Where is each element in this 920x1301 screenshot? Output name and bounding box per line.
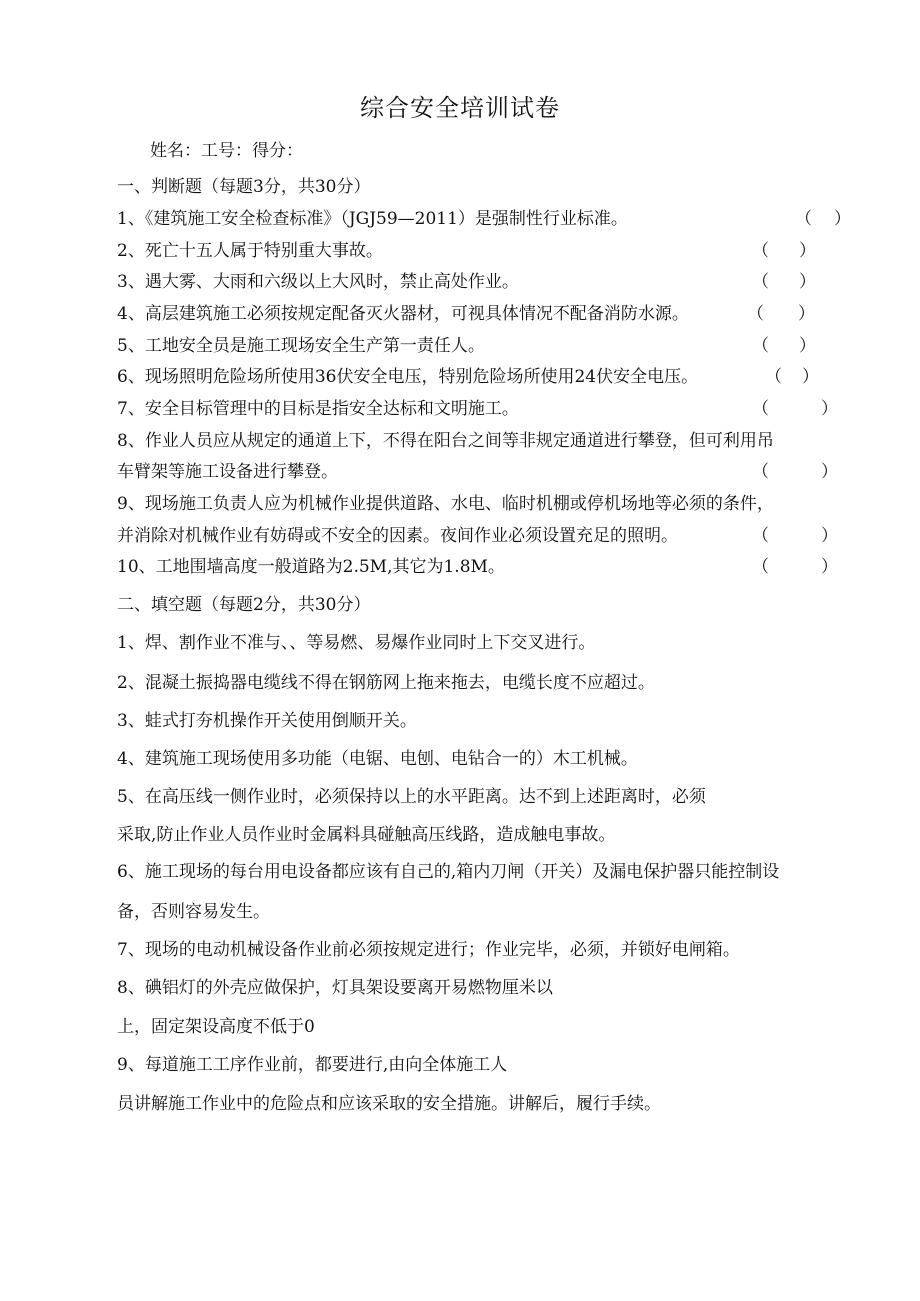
section1-heading: 一、判断题（每题3分，共30分） <box>117 177 371 197</box>
fill-question-9-line2: 员讲解施工作业中的危险点和应该采取的安全措施。讲解后，履行手续。 <box>117 1094 661 1114</box>
fill-question-8-line2: 上，固定架设高度不低于0 <box>117 1017 315 1037</box>
fill-question-7: 7、现场的电动机械设备作业前必须按规定进行；作业完毕，必须，并锁好电闸箱。 <box>117 940 740 960</box>
tf-question-9-line2: 并消除对机械作业有妨碍或不安全的因素。夜间作业必须设置充足的照明。 <box>117 526 678 546</box>
tf-question-2: 2、死亡十五人属于特别重大事故。 <box>117 241 383 261</box>
tf-question-3: 3、遇大雾、大雨和六级以上大风时，禁止高处作业。 <box>117 272 519 292</box>
tf-question-1: 1、《建筑施工安全检查标准》（JGJ59—2011）是强制性行业标准。 <box>117 209 628 229</box>
fill-question-3: 3、蛙式打夯机操作开关使用倒顺开关。 <box>117 711 417 731</box>
fill-question-5-line1: 5、在高压线一侧作业时，必须保持以上的水平距离。达不到上述距离时，必须 <box>117 787 706 807</box>
answer-blank-9[interactable]: （ ） <box>752 526 838 546</box>
tf-question-8-line1: 8、作业人员应从规定的通道上下，不得在阳台之间等非规定通道进行攀登，但可利用吊 <box>117 431 774 451</box>
tf-question-4: 4、高层建筑施工必须按规定配备灭火器材，可视具体情况不配备消防水源。 <box>117 304 689 324</box>
fill-question-9-line1: 9、每道施工工序作业前，都要进行,由向全体施工人 <box>117 1055 508 1075</box>
tf-question-8-line2: 车臂架等施工设备进行攀登。 <box>117 462 338 482</box>
student-info: 姓名：工号：得分： <box>150 141 303 161</box>
fill-question-6-line1: 6、施工现场的每台用电设备都应该有自己的,箱内刀闸（开关）及漏电保护器只能控制设 <box>117 862 780 882</box>
answer-blank-8[interactable]: （ ） <box>752 462 838 482</box>
answer-blank-7[interactable]: （ ） <box>752 399 838 419</box>
fill-question-5-line2: 采取,防止作业人员作业时金属料具碰触高压线路，造成触电事故。 <box>117 825 616 845</box>
tf-question-5: 5、工地安全员是施工现场安全生产第一责任人。 <box>117 336 485 356</box>
tf-question-10: 10、工地围墙高度一般道路为2.5M,其它为1.8M。 <box>117 557 505 577</box>
tf-question-9-line1: 9、现场施工负责人应为机械作业提供道路、水电、临时机棚或停机场地等必须的条件， <box>117 494 774 514</box>
tf-question-7: 7、安全目标管理中的目标是指安全达标和文明施工。 <box>117 399 519 419</box>
fill-question-2: 2、混凝土振捣器电缆线不得在钢筋网上拖来拖去，电缆长度不应超过。 <box>117 673 655 693</box>
answer-blank-1[interactable]: （ ） <box>795 209 851 229</box>
answer-blank-2[interactable]: （ ） <box>752 241 816 261</box>
fill-question-4: 4、建筑施工现场使用多功能（电锯、电刨、电钻合一的）木工机械。 <box>117 749 638 769</box>
tf-question-6: 6、现场照明危险场所使用36伏安全电压，特别危险场所使用24伏安全电压。 <box>117 367 699 387</box>
fill-question-6-line2: 备，否则容易发生。 <box>117 902 270 922</box>
exam-title: 综合安全培训试卷 <box>360 94 560 122</box>
answer-blank-6[interactable]: （ ） <box>765 367 819 387</box>
answer-blank-5[interactable]: （ ） <box>752 336 816 356</box>
fill-question-8-line1: 8、碘铝灯的外壳应做保护，灯具架设要离开易燃物厘米以 <box>117 978 553 998</box>
answer-blank-3[interactable]: （ ） <box>752 272 816 292</box>
answer-blank-10[interactable]: （ ） <box>752 557 838 577</box>
answer-blank-4[interactable]: （ ） <box>747 304 815 324</box>
section2-heading: 二、填空题（每题2分，共30分） <box>117 595 371 615</box>
fill-question-1: 1、焊、割作业不准与、、等易燃、易爆作业同时上下交叉进行。 <box>117 633 596 653</box>
